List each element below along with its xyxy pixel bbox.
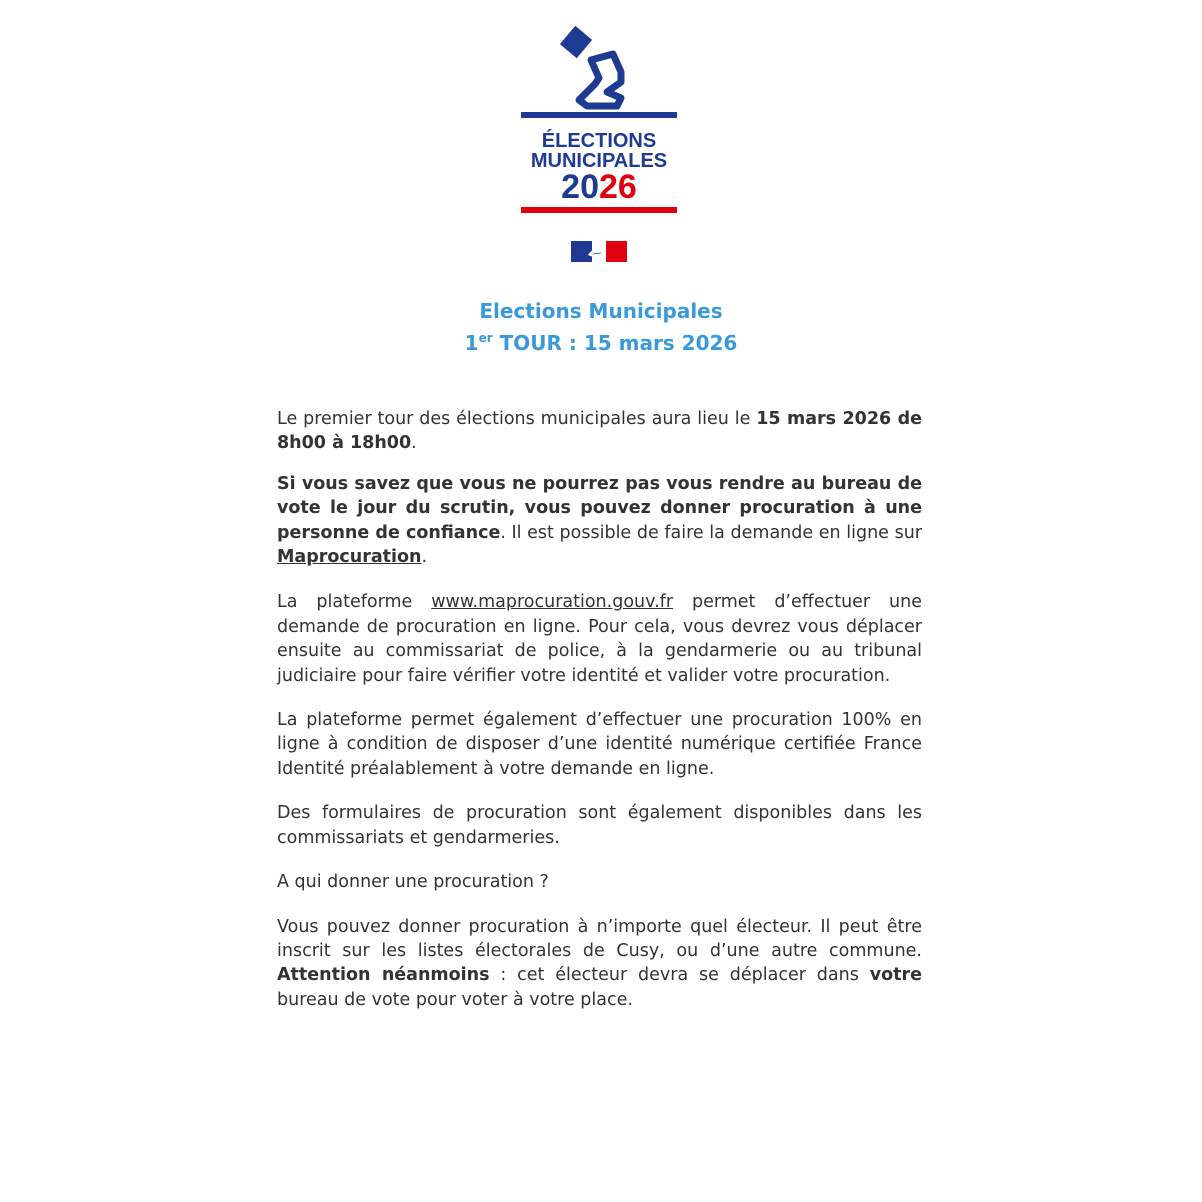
paragraph-platform: La plateforme www.maprocuration.gouv.fr permet d’effectuer une demande de procuration en ligne. Pour cela, vous devrez vous déplacer ensuite au commissariat de police, à la gendarmerie ou au tribunal judiciaire pour faire vérifier votre identité et valider votre procuration. — [277, 592, 922, 686]
election-date: 15 mars 2026 de 8h00 à 18h00 — [277, 409, 922, 454]
heading-title: Elections Municipales — [479, 299, 723, 323]
paragraph-online: La plateforme permet également d’effectuer une procuration 100% en ligne à condition de disposer d’une identité numérique certifiée France Identité préalablement à votre demande en ligne. — [277, 710, 922, 779]
logo-line1: ÉLECTIONS — [541, 130, 657, 152]
paragraph-procuration: Si vous savez que vous ne pourrez pas vous rendre au bureau de vote le jour du scrutin, vous pouvez donner procuration à une personne de confiance. Il est possible de faire la demande en ligne sur Maprocuration. — [277, 473, 922, 568]
ballot-box-icon — [521, 20, 681, 216]
votre-emphasis: votre — [869, 965, 922, 986]
logo-line2: MUNICIPALES — [530, 150, 668, 172]
paragraph-question: A qui donner une procuration ? — [277, 872, 549, 893]
page-heading — [0, 295, 1202, 359]
marianne-flag-logo — [571, 241, 627, 262]
paragraph-forms: Des formulaires de procuration sont également disponibles dans les commissariats et gendarmeries. — [277, 803, 922, 848]
maprocuration-link[interactable]: Maprocuration — [277, 547, 422, 568]
attention-emphasis: Attention néanmoins — [277, 965, 490, 986]
heading-tour-sup: er — [478, 331, 493, 345]
paragraph-who: Vous pouvez donner procuration à n’importe quel électeur. Il peut être inscrit sur les listes électorales de Cusy, ou d’une autre commune. Attention néanmoins : cet électeur devra se déplacer dans votre bureau de vote pour voter à votre place. — [277, 916, 922, 1010]
logo-year — [561, 168, 637, 206]
maprocuration-url-link[interactable]: www.maprocuration.gouv.fr — [431, 592, 674, 613]
document-body — [277, 407, 922, 1012]
logo-year-20: 20 — [561, 168, 599, 206]
elections-municipales-2026-logo — [521, 20, 681, 216]
procuration-emphasis: Si vous savez que vous ne pourrez pas vous rendre au bureau de vote le jour du scrutin, vous pouvez donner procuration à une personne de confiance — [277, 473, 922, 543]
heading-tour: 1er TOUR : 15 mars 2026 — [464, 331, 738, 355]
paragraph-date: Le premier tour des élections municipales aura lieu le 15 mars 2026 de 8h00 à 18h00. — [277, 409, 922, 454]
logo-year-26: 26 — [599, 168, 637, 206]
logo-container — [0, 20, 1202, 220]
republique-francaise-icon — [571, 241, 627, 262]
